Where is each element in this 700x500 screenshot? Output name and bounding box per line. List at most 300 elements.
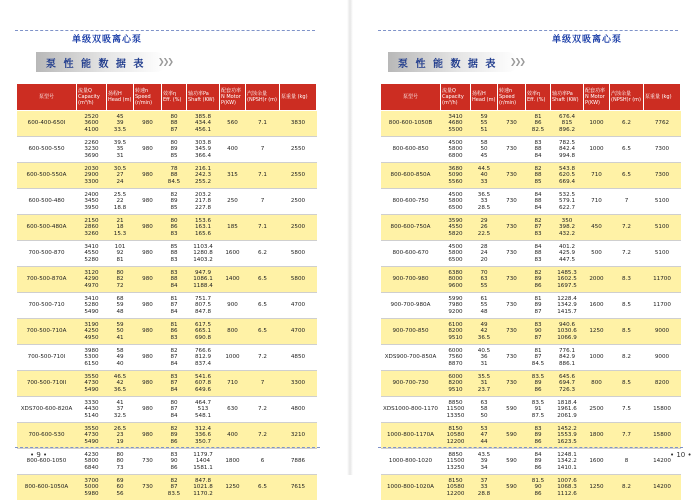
head-cell-value: 80 [108,270,133,276]
flow-cell-value: 3300 [78,179,106,185]
speed-cell: 980 [134,293,162,319]
flow-cell-value: 3410 [78,244,106,250]
flow-cell-value: 4430 [78,406,106,412]
head-cell-value: 24 [472,250,497,256]
motor-power-cell: 1600 [584,449,610,475]
efficiency-cell-value: 84 [163,283,186,289]
efficiency-cell-value: 90 [163,458,186,464]
flow-cell [441,293,471,319]
efficiency-cell-value: 88 [163,120,186,126]
head-cell-value: 19 [108,439,133,445]
speed-cell: 980 [134,111,162,137]
weight-cell: 15800 [644,423,681,449]
head-cell-value: 28.5 [472,205,497,211]
efficiency-cell [162,371,187,397]
motor-power-cell: 1000 [584,111,610,137]
head-cell-value: 46.5 [108,374,133,380]
table-row [381,345,681,371]
shaft-power-cell-value: 607.8 [188,380,219,386]
head-cell [107,163,134,189]
shaft-power-cell-value: 1697.5 [552,283,583,289]
flow-cell-value: 8200 [442,328,470,334]
head-cell-value: 81 [108,257,133,263]
head-cell-value: 47 [472,432,497,438]
shaft-power-cell-value: 776.1 [552,348,583,354]
table-row [381,241,681,267]
table-row [17,137,317,163]
flow-cell-value: 10580 [442,432,470,438]
head-cell-value: 33.5 [108,127,133,133]
flow-cell [77,241,107,267]
model-cell: 700-500-710A [17,319,77,345]
motor-power-cell: 500 [584,241,610,267]
flow-cell-value: 6500 [442,257,470,263]
weight-cell: 9000 [644,345,681,371]
shaft-power-cell [551,241,584,267]
shaft-power-cell-value: 1086.1 [188,276,219,282]
head-cell [107,423,134,449]
head-cell-value: 39 [472,458,497,464]
flow-cell-value: 3950 [78,205,106,211]
efficiency-cell-value: 84 [527,244,550,250]
weight-cell: 5100 [644,215,681,241]
shaft-power-cell-value: 456.1 [188,127,219,133]
flow-cell-value: 3120 [78,270,106,276]
flow-cell-value: 3410 [78,296,106,302]
head-cell-value: 23.7 [472,387,497,393]
flow-cell-value: 4730 [78,380,106,386]
shaft-power-cell-value: 242.3 [188,172,219,178]
npsh-cell: 6 [246,449,280,475]
efficiency-cell [162,293,187,319]
flow-cell [441,449,471,475]
head-cell-value: 36.5 [472,335,497,341]
head-cell-value: 61 [472,296,497,302]
npsh-cell: 8.2 [610,345,644,371]
head-cell-value: 31 [108,153,133,159]
shaft-power-cell-value: 886.1 [552,361,583,367]
head-cell-value: 15.3 [108,231,133,237]
speed-cell: 590 [498,449,526,475]
flow-cell-value: 9510 [442,335,470,341]
speed-cell: 730 [134,475,162,500]
motor-power-cell: 185 [220,215,246,241]
model-cell: 700-500-710I [17,345,77,371]
shaft-power-cell [551,163,584,189]
shaft-power-cell-value: 1961.6 [552,406,583,412]
speed-cell: 730 [498,371,526,397]
head-cell-value: 51 [472,127,497,133]
flow-cell-value: 6840 [78,465,106,471]
efficiency-cell-value: 81 [527,114,550,120]
head-cell-value: 49 [472,322,497,328]
head-cell [107,319,134,345]
column-header: 流量Q Capacity (m³/h) [77,84,107,111]
efficiency-cell-value: 86 [527,120,550,126]
shaft-power-cell [187,345,220,371]
flow-cell [77,423,107,449]
shaft-power-cell-value: 227.8 [188,205,219,211]
shaft-power-cell [551,137,584,163]
efficiency-cell-value: 82 [527,218,550,224]
head-cell-value: 31 [472,380,497,386]
flow-cell-value: 4970 [78,283,106,289]
flow-cell-value: 6500 [442,205,470,211]
shaft-power-cell-value: 782.5 [552,140,583,146]
efficiency-cell-value: 86 [527,439,550,445]
shaft-power-cell-value: 345.9 [188,146,219,152]
head-cell-value: 36.5 [472,192,497,198]
flow-cell [441,215,471,241]
npsh-cell: 7 [610,189,644,215]
table-row [17,371,317,397]
efficiency-cell-value: 84 [527,153,550,159]
flow-cell [77,137,107,163]
efficiency-cell-value: 86 [163,439,186,445]
shaft-power-cell-value: 847.8 [188,478,219,484]
head-cell-value: 31 [472,361,497,367]
shaft-power-cell [551,111,584,137]
npsh-cell: 7.2 [610,241,644,267]
flow-cell-value: 6380 [442,270,470,276]
weight-cell: 11700 [644,267,681,293]
efficiency-cell-value: 88 [527,198,550,204]
weight-cell: 4700 [280,293,317,319]
shaft-power-cell-value: 165.6 [188,231,219,237]
model-cell: 800-600-1050 [17,449,77,475]
head-cell [471,215,498,241]
head-cell-value: 59 [108,302,133,308]
efficiency-cell-value: 84 [527,205,550,211]
weight-cell: 4800 [280,397,317,423]
efficiency-cell-value: 89 [527,302,550,308]
right-page [350,0,700,475]
flow-cell-value: 13250 [442,465,470,471]
shaft-power-cell-value: 1403.2 [188,257,219,263]
column-header: 效率η Eff. (%) [526,84,551,111]
efficiency-cell-value: 86 [527,283,550,289]
efficiency-cell-value: 83 [527,322,550,328]
shaft-power-cell-value: 1404 [188,458,219,464]
efficiency-cell-value: 87 [163,354,186,360]
efficiency-cell-value: 80 [163,140,186,146]
shaft-power-cell-value: 541.6 [188,374,219,380]
flow-cell [77,163,107,189]
head-cell-value: 45 [472,153,497,159]
flow-cell-value: 6100 [442,322,470,328]
shaft-power-cell [551,189,584,215]
head-cell [107,215,134,241]
head-cell [107,371,134,397]
shaft-power-cell [187,423,220,449]
shaft-power-cell [187,137,220,163]
flow-cell-value: 3690 [78,153,106,159]
head-cell-value: 73 [108,465,133,471]
shaft-power-cell-value: 432.2 [552,231,583,237]
flow-cell-value: 12200 [442,439,470,445]
efficiency-cell [162,241,187,267]
flow-cell-value: 9510 [442,387,470,393]
weight-cell: 5800 [280,267,317,293]
head-cell-value: 30.5 [108,166,133,172]
motor-power-cell: 1600 [584,293,610,319]
head-cell-value: 28.8 [472,491,497,497]
flow-cell-value: 2400 [78,192,106,198]
head-cell-value: 33 [472,179,497,185]
table-row [381,397,681,423]
npsh-cell: 8.5 [610,293,644,319]
motor-power-cell: 250 [220,189,246,215]
npsh-cell: 8.2 [610,475,644,500]
table-row [17,293,317,319]
flow-cell-value: 9600 [442,283,470,289]
weight-cell: 14200 [644,449,681,475]
efficiency-cell [162,423,187,449]
shaft-power-cell-value: 1485.3 [552,270,583,276]
flow-cell [441,319,471,345]
shaft-power-cell [551,345,584,371]
shaft-power-cell-value: 1602.5 [552,276,583,282]
head-cell-value: 92 [108,250,133,256]
flow-cell-value: 11500 [442,458,470,464]
shaft-power-cell-value: 896.2 [552,127,583,133]
efficiency-cell-value: 83.5 [527,400,550,406]
head-cell-value: 43.5 [472,452,497,458]
speed-cell: 980 [134,267,162,293]
efficiency-cell [526,423,551,449]
efficiency-cell-value: 89 [527,432,550,438]
shaft-power-cell-value: 513 [188,406,219,412]
efficiency-cell-value: 82 [163,426,186,432]
npsh-cell: 7 [246,371,280,397]
flow-cell-value: 4500 [442,140,470,146]
motor-power-cell: 1250 [584,475,610,500]
shaft-power-cell [187,189,220,215]
head-cell [471,345,498,371]
flow-cell-value: 4550 [78,250,106,256]
head-cell-value: 56 [108,491,133,497]
efficiency-cell-value: 90 [527,484,550,490]
head-cell-value: 33 [472,484,497,490]
motor-power-cell: 2500 [584,397,610,423]
flow-cell-value: 3550 [78,426,106,432]
head-cell-value: 42 [472,328,497,334]
column-header: 配套功率N Motor P(KW) [220,84,246,111]
column-header: 汽蚀余量 (NPSH)r (m) [610,84,644,111]
head-cell-value: 82 [108,276,133,282]
weight-cell: 5100 [644,241,681,267]
flow-cell [441,163,471,189]
efficiency-cell-value: 82 [163,478,186,484]
shaft-power-cell-value: 1452.2 [552,426,583,432]
head-cell-value: 22.5 [472,231,497,237]
head-cell-value: 58 [472,140,497,146]
flow-cell [77,475,107,500]
efficiency-cell-value: 82 [527,270,550,276]
model-cell: XDS900-700-850A [381,345,441,371]
speed-cell: 980 [134,371,162,397]
efficiency-cell [526,137,551,163]
efficiency-cell-value: 86 [163,328,186,334]
flow-cell-value: 3590 [442,218,470,224]
speed-cell: 980 [134,215,162,241]
efficiency-cell [162,319,187,345]
efficiency-cell-value: 85 [527,179,550,185]
motor-power-cell: 800 [584,371,610,397]
model-cell: 1000-800-1170A [381,423,441,449]
head-cell-value: 50 [108,328,133,334]
shaft-power-cell-value: 398.2 [552,224,583,230]
flow-cell-value: 2900 [78,172,106,178]
head-cell-value: 24 [108,179,133,185]
banner-title: 泵 性 能 数 据 表 [398,55,497,70]
npsh-cell: 7.2 [246,423,280,449]
weight-cell: 9000 [644,319,681,345]
shaft-power-cell-value: 622.7 [552,205,583,211]
head-cell-value: 29 [472,218,497,224]
shaft-power-cell-value: 255.2 [188,179,219,185]
efficiency-cell-value: 86 [163,224,186,230]
table-row [17,475,317,500]
efficiency-cell-value: 84 [527,192,550,198]
speed-cell: 980 [134,241,162,267]
shaft-power-cell-value: 766.6 [188,348,219,354]
flow-cell-value: 4250 [78,328,106,334]
head-cell-value: 40.5 [472,348,497,354]
shaft-power-cell-value: 434.4 [188,120,219,126]
shaft-power-cell [187,111,220,137]
efficiency-cell [162,397,187,423]
speed-cell: 730 [498,137,526,163]
top-divider [15,30,315,32]
shaft-power-cell-value: 303.8 [188,140,219,146]
shaft-power-cell-value: 1342.2 [552,458,583,464]
shaft-power-cell [551,397,584,423]
head-cell-value: 41 [108,335,133,341]
shaft-power-cell-value: 751.7 [188,296,219,302]
shaft-power-cell-value: 676.4 [552,114,583,120]
model-cell: 1000-800-1020 [381,449,441,475]
shaft-power-cell-value: 336.6 [188,432,219,438]
table-row [17,267,317,293]
head-cell [471,423,498,449]
table-row [381,111,681,137]
weight-cell: 2500 [280,189,317,215]
flow-cell-value: 8150 [442,478,470,484]
flow-cell-value: 8850 [442,400,470,406]
flow-cell-value: 2260 [78,140,106,146]
model-cell: 900-700-850 [381,319,441,345]
speed-cell: 730 [498,267,526,293]
flow-cell-value: 5490 [78,387,106,393]
efficiency-cell-value: 86 [527,387,550,393]
speed-cell: 730 [498,189,526,215]
flow-cell-value: 8200 [442,380,470,386]
head-cell [107,111,134,137]
head-cell-value: 44.5 [472,166,497,172]
head-cell-value: 63 [472,276,497,282]
head-cell [471,137,498,163]
head-cell-value: 50 [472,413,497,419]
shaft-power-cell [551,475,584,500]
shaft-power-cell-value: 1581.1 [188,465,219,471]
head-cell [471,163,498,189]
flow-cell-value: 8150 [442,426,470,432]
efficiency-cell-value: 84 [527,452,550,458]
efficiency-cell-value: 87.5 [527,413,550,419]
efficiency-cell-value: 78 [163,166,186,172]
bottom-divider [378,447,683,449]
flow-cell-value: 5140 [78,413,106,419]
flow-cell [441,241,471,267]
shaft-power-cell [187,397,220,423]
flow-cell-value: 5560 [442,179,470,185]
motor-power-cell: 1000 [584,345,610,371]
motor-power-cell: 900 [220,293,246,319]
flow-cell-value: 3450 [78,198,106,204]
shaft-power-cell-value: 812.9 [188,354,219,360]
head-cell [471,189,498,215]
motor-power-cell: 2000 [584,267,610,293]
shaft-power-cell-value: 1030.6 [552,328,583,334]
head-cell-value: 22 [108,198,133,204]
flow-cell-value: 4500 [442,244,470,250]
shaft-power-cell-value: 425.9 [552,250,583,256]
shaft-power-cell-value: 548.1 [188,413,219,419]
motor-power-cell: 1800 [220,449,246,475]
head-cell-value: 40 [108,361,133,367]
head-cell-value: 60 [108,484,133,490]
shaft-power-cell [187,215,220,241]
head-cell-value: 49 [108,354,133,360]
flow-cell [77,215,107,241]
flow-cell-value: 5500 [442,127,470,133]
flow-cell-value: 3260 [78,231,106,237]
section-banner [36,52,166,72]
speed-cell: 980 [134,137,162,163]
shaft-power-cell-value: 350.7 [188,439,219,445]
speed-cell: 980 [134,345,162,371]
flow-cell-value: 8870 [442,361,470,367]
weight-cell: 11700 [644,293,681,319]
column-header: 轴功率Pa Shaft (KW) [187,84,220,111]
head-cell-value: 36 [472,354,497,360]
head-cell-value: 39 [108,120,133,126]
shaft-power-cell-value: 1112.6 [552,491,583,497]
table-row [17,423,317,449]
head-cell-value: 32.5 [108,413,133,419]
efficiency-cell-value: 83 [527,426,550,432]
table-row [381,293,681,319]
speed-cell: 730 [498,215,526,241]
shaft-power-cell-value: 2061.9 [552,413,583,419]
flow-cell-value: 9200 [442,309,470,315]
model-cell: 800-600-850 [381,137,441,163]
table-row [381,449,681,475]
model-cell: 900-700-730 [381,371,441,397]
flow-cell-value: 11500 [442,406,470,412]
npsh-cell: 6.5 [246,267,280,293]
column-header: 汽蚀余量 (NPSH)r (m) [246,84,280,111]
shaft-power-cell-value: 620.5 [552,172,583,178]
table-row [17,345,317,371]
flow-cell-value: 4730 [78,432,106,438]
efficiency-cell-value: 90 [527,328,550,334]
efficiency-cell-value: 83 [163,452,186,458]
head-cell-value: 20 [472,257,497,263]
motor-power-cell: 1250 [220,475,246,500]
flow-cell-value: 12200 [442,491,470,497]
